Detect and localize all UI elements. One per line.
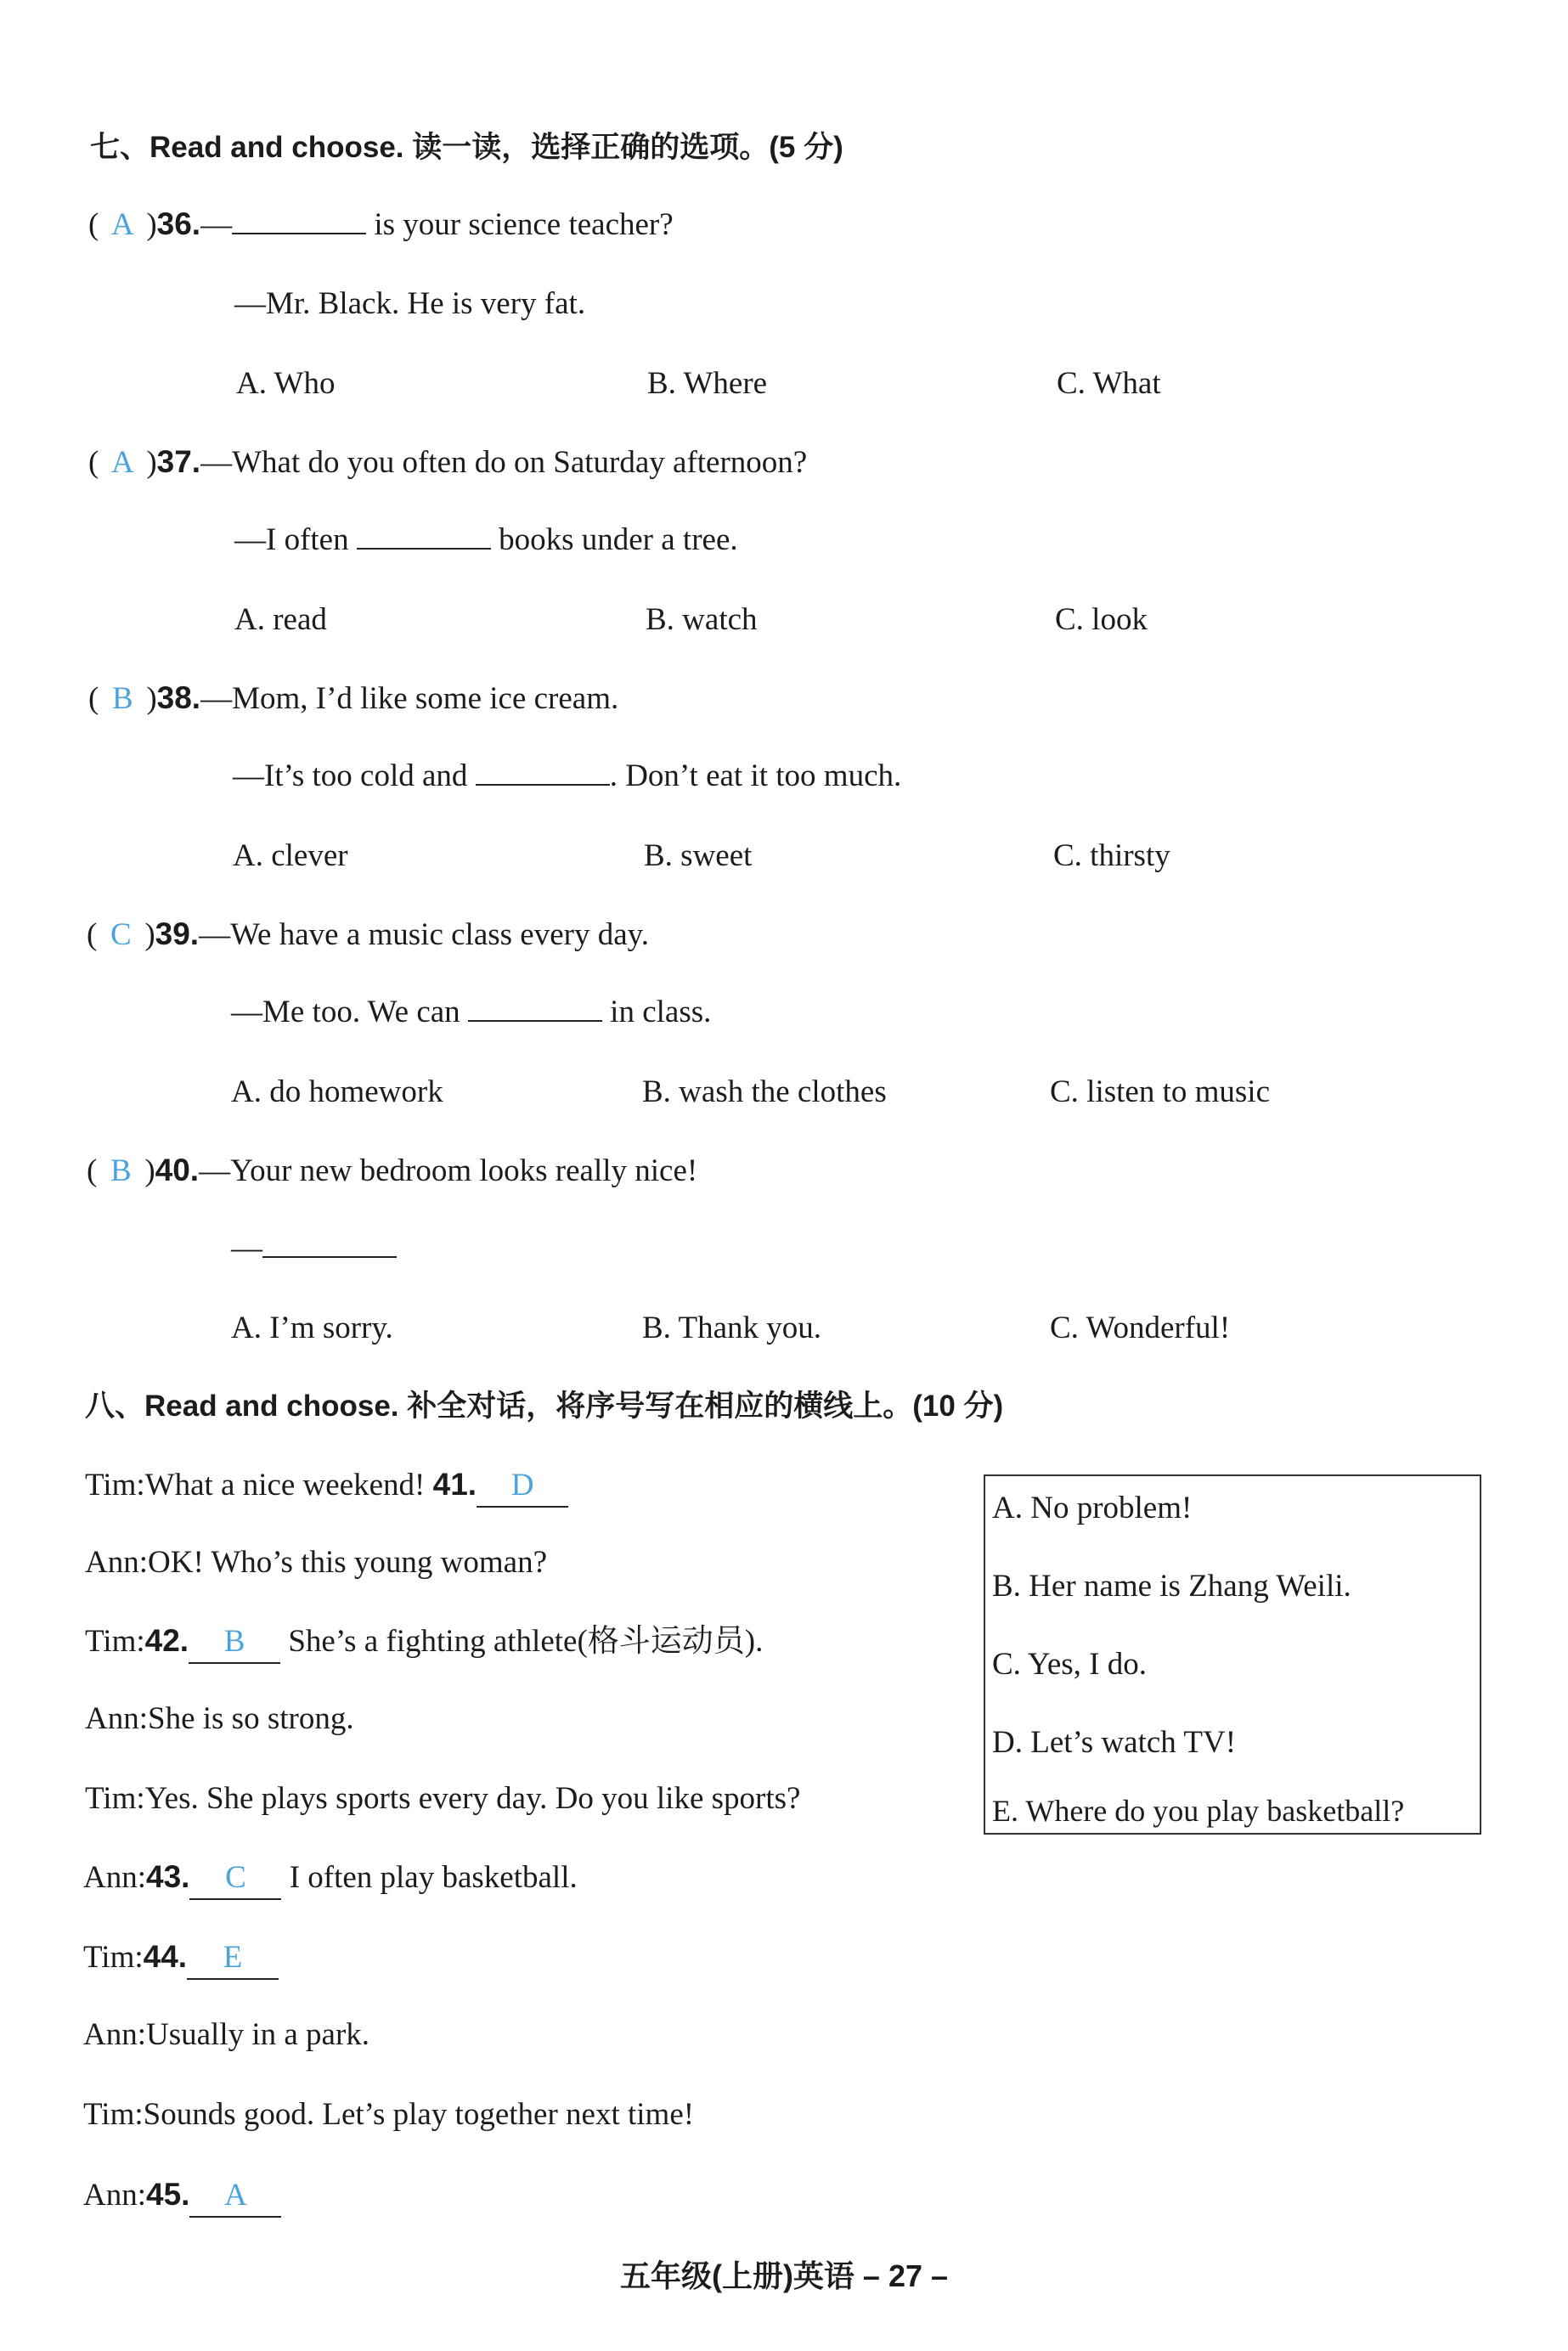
answer-bracket: ( C ) [87, 915, 155, 956]
section8-heading: 八、Read and choose. 补全对话，将序号写在相应的横线上。(10 分) [85, 1390, 1004, 1423]
answer-mark: E [223, 1940, 243, 1975]
reply-38 [233, 756, 901, 797]
dialogue-text: OK! Who’s this young woman? [148, 1545, 547, 1580]
answer-bracket: ( B ) [88, 679, 157, 719]
answer-mark: B [110, 1153, 132, 1188]
option-a: A. Who [236, 366, 336, 401]
dialogue-line-2 [85, 1542, 547, 1583]
reply-40 [231, 1228, 397, 1269]
dialogue-text: What a nice weekend! [144, 1468, 433, 1502]
option-a: A. read [234, 602, 327, 637]
speaker: Tim: [85, 1468, 145, 1502]
question-number: 36. [156, 206, 201, 241]
question-number: 44. [143, 1939, 188, 1974]
reply-text-pre: —Me too. We can [231, 995, 468, 1029]
page-footer: 五年级(上册)英语 – 27 – [619, 2258, 949, 2293]
answer-bracket: ( B ) [87, 1151, 155, 1192]
dialogue-line-9 [83, 2094, 694, 2135]
choice-box [984, 1474, 1481, 1835]
option-c: C. What [1057, 366, 1161, 401]
speaker: Tim: [85, 1624, 145, 1659]
question-text: —What do you often do on Saturday afternoon? [200, 445, 808, 480]
answer-mark: C [110, 917, 132, 952]
choice-c: C. Yes, I do. [992, 1647, 1147, 1682]
answer-mark: D [510, 1468, 534, 1502]
option-b: B. watch [646, 602, 758, 637]
answer-blank [476, 758, 610, 786]
option-c: C. Wonderful! [1050, 1311, 1231, 1345]
dialogue-line-3 [85, 1621, 763, 1664]
choice-e: E. Where do you play basketball? [992, 1794, 1405, 1828]
question-text-pre: — [200, 207, 233, 242]
option-c: C. thirsty [1053, 838, 1170, 873]
question-text: —Your new bedroom looks really nice! [199, 1153, 698, 1188]
answer-blank [468, 995, 602, 1022]
question-39 [87, 914, 649, 956]
dialogue-text: Usually in a park. [146, 2017, 370, 2052]
question-number: 39. [155, 916, 200, 951]
dialogue-line-1 [85, 1464, 568, 1508]
reply-36: —Mr. Black. He is very fat. [234, 286, 586, 321]
question-text-post: is your science teacher? [366, 207, 674, 242]
answer-blank [232, 207, 366, 234]
question-37 [88, 442, 807, 483]
option-a: A. clever [233, 838, 348, 873]
answer-mark: B [223, 1624, 245, 1659]
speaker: Tim: [85, 1781, 145, 1816]
dialogue-text: Sounds good. Let’s play together next time! [143, 2097, 695, 2132]
option-c: C. look [1055, 602, 1148, 637]
reply-39 [231, 992, 711, 1033]
answer-blank [262, 1231, 397, 1258]
option-b: B. Thank you. [642, 1311, 822, 1345]
speaker: Ann: [85, 1701, 148, 1736]
section7-heading: 七、Read and choose. 读一读，选择正确的选项。(5 分) [90, 131, 843, 164]
dialogue-line-4 [85, 1699, 354, 1739]
reply-text-post: books under a tree. [490, 522, 738, 557]
reply-text-pre: —I often [234, 522, 357, 557]
option-c: C. listen to music [1050, 1074, 1270, 1109]
reply-37 [234, 520, 738, 561]
question-number: 37. [156, 444, 201, 479]
question-number: 41. [432, 1467, 477, 1502]
dialogue-line-8 [83, 2015, 369, 2055]
question-number: 40. [155, 1153, 200, 1187]
reply-text-post: in class. [601, 995, 712, 1029]
dialogue-line-5 [85, 1779, 800, 1819]
reply-text-pre: — [231, 1231, 262, 1266]
answer-mark: A [110, 207, 134, 242]
question-number: 45. [146, 2177, 190, 2212]
reply-text-pre: —It’s too cold and [233, 758, 476, 793]
question-40 [87, 1150, 697, 1192]
choice-a: A. No problem! [992, 1491, 1193, 1525]
question-number: 38. [156, 680, 201, 715]
question-36 [88, 204, 674, 245]
option-a: A. do homework [231, 1074, 443, 1109]
choice-d: D. Let’s watch TV! [992, 1725, 1237, 1760]
answer-bracket: ( A ) [88, 205, 157, 245]
answer-mark: B [111, 681, 133, 716]
option-a: A. I’m sorry. [231, 1311, 393, 1345]
dialogue-line-10 [83, 2174, 281, 2218]
question-38 [88, 678, 618, 719]
speaker: Tim: [83, 2097, 144, 2132]
dialogue-line-7 [83, 1937, 279, 1980]
option-b: B. sweet [644, 838, 753, 873]
answer-mark: A [224, 2178, 247, 2213]
speaker: Ann: [83, 1860, 146, 1895]
option-b: B. wash the clothes [642, 1074, 887, 1109]
dialogue-text: Yes. She plays sports every day. Do you like sports? [144, 1781, 801, 1816]
dialogue-line-6 [83, 1857, 578, 1900]
option-b: B. Where [647, 366, 768, 401]
reply-text-post: . Don’t eat it too much. [609, 758, 902, 793]
speaker: Ann: [83, 2178, 146, 2213]
dialogue-text: I often play basketball. [281, 1860, 578, 1895]
choice-b: B. Her name is Zhang Weili. [992, 1569, 1351, 1604]
question-text: —Mom, I’d like some ice cream. [200, 681, 619, 716]
answer-mark: C [225, 1860, 246, 1895]
answer-blank [357, 522, 491, 550]
speaker: Ann: [83, 2017, 146, 2052]
question-number: 42. [144, 1623, 189, 1658]
speaker: Ann: [85, 1545, 148, 1580]
dialogue-text: She’s a fighting athlete(格斗运动员). [280, 1624, 764, 1659]
question-text: —We have a music class every day. [199, 917, 649, 952]
question-number: 43. [146, 1859, 190, 1894]
answer-bracket: ( A ) [88, 443, 157, 483]
answer-mark: A [110, 445, 134, 480]
speaker: Tim: [83, 1940, 144, 1975]
dialogue-text: She is so strong. [148, 1701, 354, 1736]
